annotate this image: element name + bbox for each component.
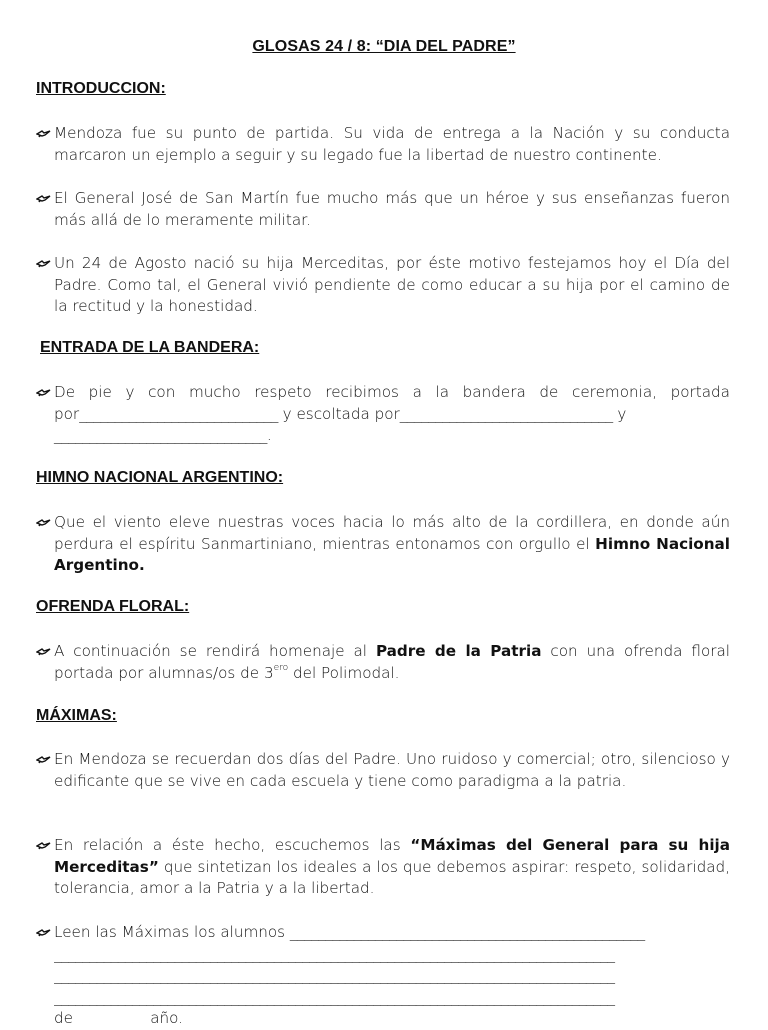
bandera-item — [36, 382, 730, 447]
alumnos-blank-3[interactable]: _______________________________________________________________________________ — [54, 966, 615, 984]
heading-introduccion: INTRODUCCION: — [36, 80, 166, 97]
bandera-text — [54, 382, 730, 447]
ofrenda-text — [54, 641, 730, 684]
pointing-hand-bullet-icon — [36, 643, 52, 659]
escoltada-por-blank-1[interactable]: ______________________________ — [399, 404, 613, 423]
ofrenda-item — [36, 641, 730, 684]
pointing-hand-bullet-icon — [36, 255, 52, 271]
ofrenda-text-b: con una ofrenda floral portada por alumnas/os de 3 — [54, 642, 731, 682]
heading-ofrenda: OFRENDA FLORAL: — [36, 598, 190, 615]
pointing-hand-bullet-icon — [36, 514, 52, 530]
bandera-text-a: De pie y con mucho respeto recibimos a la bandera de ceremonia, portada por — [54, 383, 730, 423]
ofrenda-text-a: A continuación se rendirá homenaje al — [54, 642, 376, 660]
pointing-hand-bullet-icon — [36, 190, 52, 206]
heading-himno: HIMNO NACIONAL ARGENTINO: — [36, 469, 284, 486]
pointing-hand-bullet-icon — [36, 924, 52, 940]
ofrenda-text-bold: Padre de la Patria — [375, 642, 542, 660]
portada-por-blank[interactable]: ____________________________ — [79, 404, 278, 423]
bandera-text-b: y escoltada por — [277, 404, 400, 423]
maximas-item-3 — [36, 922, 730, 1030]
bandera-text-c: y — [612, 404, 627, 423]
intro-item-1-text: Mendoza fue su punto de partida. Su vida de entrega a la Nación y su conducta marcaron un ejemplo a seguir y su legado fue la libertad de nuestro continente. — [54, 124, 730, 164]
maximas-item-1 — [36, 749, 730, 792]
maximas-item-3-tail: de año. — [54, 1009, 184, 1027]
pointing-hand-bullet-icon — [36, 837, 52, 853]
maximas-item-2-bold: “Máximas del General para su hija Merceditas” — [54, 836, 731, 876]
maximas-item-2-text-a: En relación a éste hecho, escuchemos las — [54, 836, 411, 854]
himno-item — [36, 512, 730, 577]
escoltada-por-blank-2[interactable]: ______________________________ — [54, 426, 267, 444]
maximas-item-2-text-b: que sintetizan los ideales a los que debemos aspirar: respeto, solidaridad, tolerancia, amor a la Patria y a la libertad. — [54, 857, 730, 897]
himno-text-bold: Himno Nacional Argentino. — [54, 534, 730, 574]
leen-maximas-label: Leen las Máximas los alumnos — [54, 923, 290, 941]
intro-item-3-text: Un 24 de Agosto nació su hija Merceditas, por éste motivo festejamos hoy el Día del Padre. Como tal, el General vivió pendiente de como educar a su hija por el camino de la rectitud y la honestidad. — [54, 254, 730, 315]
pointing-hand-bullet-icon — [36, 751, 52, 767]
himno-text-a: Que el viento eleve nuestras voces hacia lo más alto de la cordillera, en donde aún perdura el espíritu Sanmartiniano, mientras entonamos con orgullo el — [54, 513, 730, 553]
intro-item-2-text: El General José de San Martín fue mucho más que un héroe y sus enseñanzas fueron más allá de lo meramente militar. — [54, 189, 730, 229]
maximas-item-3-text — [54, 922, 730, 1030]
intro-item-1 — [36, 123, 730, 166]
pointing-hand-bullet-icon — [36, 384, 52, 400]
pointing-hand-bullet-icon — [36, 125, 52, 141]
maximas-item-2 — [36, 835, 730, 900]
maximas-item-1-text: En Mendoza se recuerdan dos días del Padre. Uno ruidoso y comercial; otro, silencioso y edificante que se vive en cada escuela y tiene como paradigma a la patria. — [54, 750, 730, 790]
intro-item-2 — [36, 188, 730, 231]
alumnos-blank-2[interactable]: _______________________________________________________________________________ — [54, 944, 615, 963]
ofrenda-superscript: ero — [273, 663, 289, 674]
bandera-text-d: . — [266, 426, 272, 444]
heading-entrada-bandera: ENTRADA DE LA BANDERA: — [40, 339, 260, 356]
heading-maximas: MÁXIMAS: — [36, 707, 117, 724]
intro-item-3 — [36, 253, 730, 318]
maximas-item-2-text — [54, 835, 730, 900]
alumnos-blank-4[interactable]: _______________________________________________________________________________ — [54, 987, 615, 1006]
ofrenda-text-c: del Polimodal. — [288, 663, 400, 682]
alumnos-blank-1[interactable]: __________________________________________________ — [289, 923, 645, 941]
page-title: GLOSAS 24 / 8: “DIA DEL PADRE” — [252, 38, 516, 55]
himno-text — [54, 512, 730, 577]
